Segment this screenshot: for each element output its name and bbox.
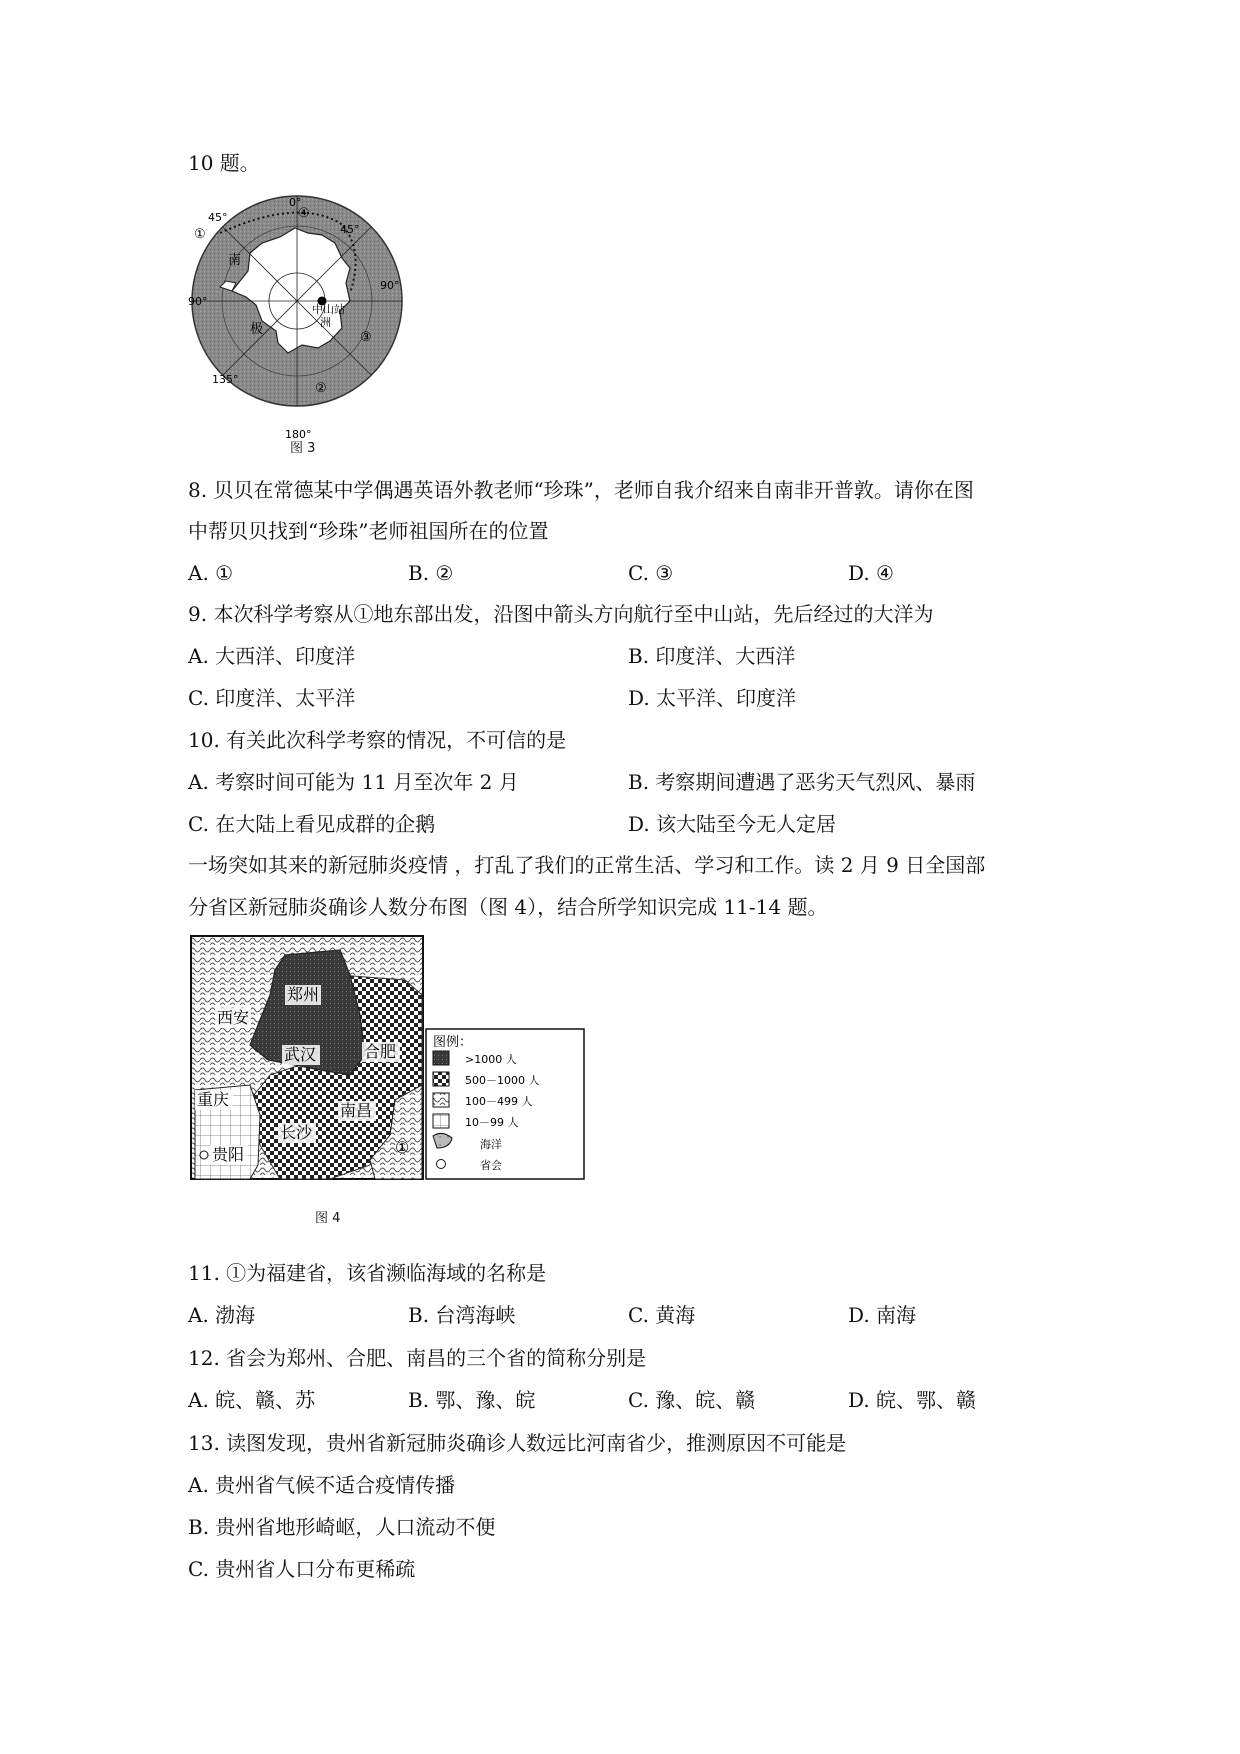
marker-2: ② bbox=[315, 381, 327, 396]
deg-180: 180° bbox=[285, 428, 312, 441]
deg-0: 0° bbox=[289, 196, 302, 209]
q9-option-b: B. 印度洋、大西洋 bbox=[628, 644, 796, 668]
q13-option-a: A. 贵州省气候不适合疫情传播 bbox=[188, 1473, 456, 1497]
q13-option-b: B. 贵州省地形崎岖，人口流动不便 bbox=[188, 1515, 496, 1539]
marker-1: ① bbox=[194, 227, 206, 242]
fig4-marker-1: ① bbox=[395, 1138, 410, 1157]
label-ji: 极 bbox=[250, 322, 264, 337]
q10-option-c: C. 在大陆上看见成群的企鹅 bbox=[188, 812, 436, 836]
covid-distribution-map bbox=[190, 935, 590, 1205]
q12-option-c: C. 豫、皖、赣 bbox=[628, 1388, 756, 1412]
city-nanchang: 南昌 bbox=[340, 1101, 373, 1120]
intro-text: 10 题。 bbox=[188, 151, 260, 175]
q9-option-c: C. 印度洋、太平洋 bbox=[188, 686, 356, 710]
deg-45-east: 45° bbox=[340, 223, 360, 236]
legend-item-capital: 省会 bbox=[480, 1159, 502, 1172]
q8-line1: 8. 贝贝在常德某中学偶遇英语外教老师“珍珠”，老师自我介绍来自南非开普敦。请你在图 bbox=[188, 478, 974, 502]
city-chongqing: 重庆 bbox=[197, 1090, 230, 1109]
q9-stem: 9. 本次科学考察从①地东部出发，沿图中箭头方向航行至中山站，先后经过的大洋为 bbox=[188, 602, 934, 626]
q8-option-d: D. ④ bbox=[848, 561, 894, 585]
q9-option-d: D. 太平洋、印度洋 bbox=[628, 686, 797, 710]
q11-option-a: A. 渤海 bbox=[188, 1303, 256, 1327]
label-zhou: 洲 bbox=[320, 316, 331, 329]
legend-item-100: 100－499 人 bbox=[465, 1095, 533, 1108]
legend-item-ocean: 海洋 bbox=[480, 1138, 502, 1151]
figure-4-caption: 图 4 bbox=[315, 1211, 341, 1226]
q10-option-b: B. 考察期间遭遇了恶劣天气烈风、暴雨 bbox=[628, 770, 976, 794]
legend-item-500: 500－1000 人 bbox=[465, 1074, 540, 1087]
capital-marker bbox=[200, 1151, 208, 1159]
q10-option-a: A. 考察时间可能为 11 月至次年 2 月 bbox=[188, 770, 519, 794]
q8-option-c: C. ③ bbox=[628, 561, 674, 585]
q13-stem: 13. 读图发现，贵州省新冠肺炎确诊人数远比河南省少，推测原因不可能是 bbox=[188, 1431, 847, 1455]
city-guiyang: 贵阳 bbox=[212, 1145, 245, 1164]
legend-item-1000: >1000 人 bbox=[465, 1053, 517, 1066]
q8-line2: 中帮贝贝找到“珍珠”老师祖国所在的位置 bbox=[188, 519, 549, 543]
legend-title: 图例： bbox=[433, 1035, 473, 1050]
deg-45-west: 45° bbox=[208, 211, 228, 224]
city-zhengzhou: 郑州 bbox=[287, 985, 320, 1004]
q9-option-a: A. 大西洋、印度洋 bbox=[188, 644, 356, 668]
figure-3-caption: 图 3 bbox=[290, 441, 316, 456]
q11-option-b: B. 台湾海峡 bbox=[408, 1303, 516, 1327]
legend-item-10: 10－99 人 bbox=[465, 1116, 519, 1129]
q8-option-b: B. ② bbox=[408, 561, 454, 585]
q11-option-d: D. 南海 bbox=[848, 1303, 917, 1327]
deg-90-east: 90° bbox=[380, 279, 400, 292]
q8-option-a: A. ① bbox=[188, 561, 234, 585]
q12-stem: 12. 省会为郑州、合肥、南昌的三个省的简称分别是 bbox=[188, 1346, 647, 1370]
figure-3 bbox=[188, 193, 405, 456]
label-zhongshan: 中山站 bbox=[312, 303, 345, 316]
figure-4 bbox=[190, 935, 590, 1230]
passage-line2: 分省区新冠肺炎确诊人数分布图（图 4），结合所学知识完成 11-14 题。 bbox=[188, 895, 828, 919]
q12-option-a: A. 皖、赣、苏 bbox=[188, 1388, 316, 1412]
deg-135-west: 135° bbox=[212, 373, 239, 386]
antarctica-map bbox=[190, 193, 405, 453]
label-nan: 南 bbox=[228, 253, 242, 268]
city-xian: 西安 bbox=[217, 1008, 250, 1027]
q12-option-d: D. 皖、鄂、赣 bbox=[848, 1388, 977, 1412]
deg-90-west: 90° bbox=[188, 295, 208, 308]
marker-4: ④ bbox=[298, 206, 310, 221]
q10-option-d: D. 该大陆至今无人定居 bbox=[628, 812, 837, 836]
city-wuhan: 武汉 bbox=[284, 1045, 317, 1064]
marker-3: ③ bbox=[360, 330, 372, 345]
passage-line1: 一场突如其来的新冠肺炎疫情 ，打乱了我们的正常生活、学习和工作。读 2 月 9 日全国部 bbox=[188, 853, 986, 877]
city-hefei: 合肥 bbox=[364, 1042, 397, 1061]
q11-option-c: C. 黄海 bbox=[628, 1303, 696, 1327]
city-changsha: 长沙 bbox=[280, 1123, 313, 1142]
q11-stem: 11. ①为福建省，该省濒临海域的名称是 bbox=[188, 1261, 547, 1285]
q13-option-c: C. 贵州省人口分布更稀疏 bbox=[188, 1557, 416, 1581]
q12-option-b: B. 鄂、豫、皖 bbox=[408, 1388, 536, 1412]
q10-stem: 10. 有关此次科学考察的情况，不可信的是 bbox=[188, 728, 567, 752]
